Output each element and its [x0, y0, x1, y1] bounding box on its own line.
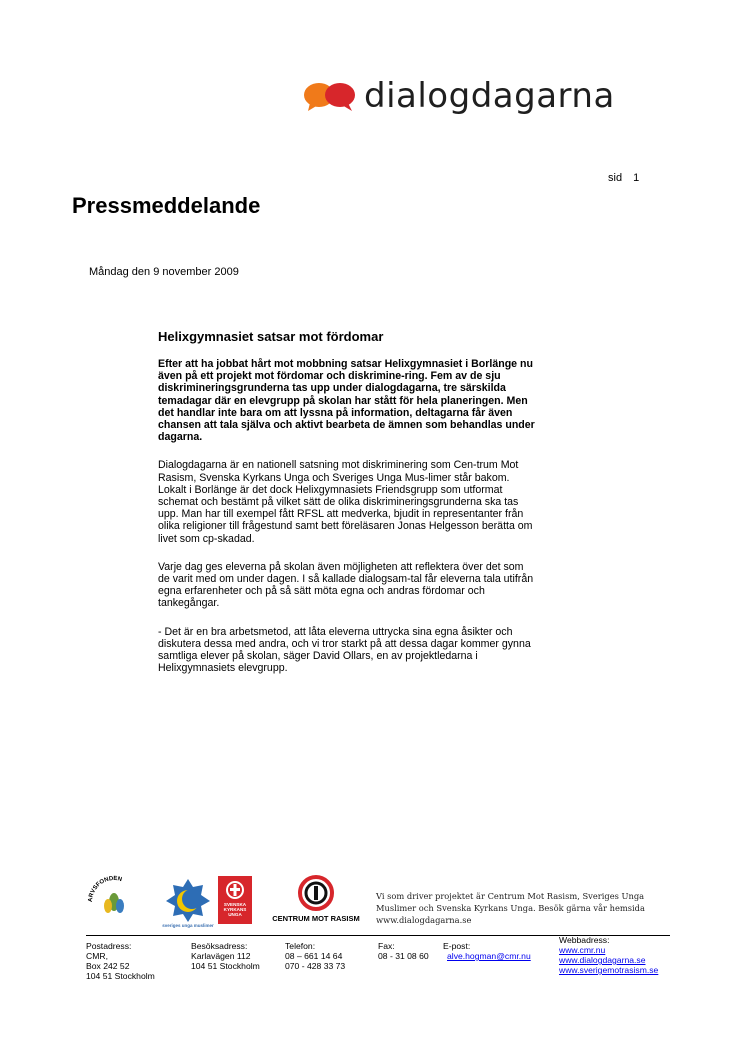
postal-label: Postadress:	[86, 941, 132, 951]
visiting-address	[191, 941, 260, 971]
phone-number: 070 - 428 33 73	[285, 961, 346, 971]
logo-wordmark: dialogdagarna	[364, 76, 615, 116]
fax-number: 08 - 31 08 60	[378, 951, 429, 961]
article-paragraph: Varje dag ges eleverna på skolan även möjligheten att reflektera över det som de varit med om under dagen. I så kallade dialogsam-tal får eleverna tala utifrån egna erfarenheter och på så sätt möta egna och andras fördomar och tankegångar.	[158, 560, 534, 610]
fax-label: Fax:	[378, 941, 395, 951]
article-lead: Efter att ha jobbat hårt mot mobbning satsar Helixgymnasiet i Borlänge nu även på ett projekt mot fördomar och diskrimine-ring. Fem av de sju diskrimineringsgrunderna tas upp under dialogdagarna, tre särskilda temadagar där en elevgrupp på skolan har stått för hela planeringen. Men det handlar inte bara om att lyssna på information, deltagarna får även chansen att tala själva och aktivt bearbeta de ämnen som behandlas under dagarna.	[158, 358, 535, 444]
arvsfonden-logo	[84, 872, 144, 930]
phone	[285, 941, 345, 971]
article-paragraph: Dialogdagarna är en nationell satsning mot diskriminering som Cen-trum Mot Rasism, Svenska Kyrkans Unga och Sveriges Unga Mus-limer står bakom. Lokalt i Borlänge är det dock Helixgymnasiets Friendsgrupp som utformat schemat och bestämt på vilket sätt de olika diskrimineringsgrunderna ska tas upp. Man har till exempel fått RFSL att medverka, bjudit in representanter från olika religioner till frågestund samt bett föreläsaren Jonas Helgesson berätta om livet som cp-skadad.	[158, 459, 533, 545]
visiting-label: Besöksadress:	[191, 941, 248, 951]
email	[443, 941, 531, 961]
visiting-line: 104 51 Stockholm	[191, 961, 260, 971]
visiting-line: Karlavägen 112	[191, 951, 251, 961]
phone-label: Telefon:	[285, 941, 316, 951]
email-link[interactable]: alve.hogman@cmr.nu	[447, 951, 531, 961]
svenska-kyrkans-unga-logo	[218, 876, 252, 924]
cmr-caption: CENTRUM MOT RASISM	[272, 914, 360, 923]
page-number-value: 1	[633, 172, 640, 184]
footer-note: Vi som driver projektet är Centrum Mot Rasism, Sveriges Unga Muslimer och Svenska Kyrkans Unga. Besök gärna vår hemsida www.dialogdagarna.se	[376, 891, 645, 925]
web-label: Webbadress:	[559, 935, 610, 945]
article-headline: Helixgymnasiet satsar mot fördomar	[158, 329, 384, 344]
web-addresses	[559, 935, 658, 975]
fax	[378, 941, 429, 961]
web-link-dialogdagarna[interactable]: www.dialogdagarna.se	[559, 955, 646, 965]
email-label: E-post:	[443, 941, 471, 951]
document-title: Pressmeddelande	[72, 193, 261, 218]
sum-caption: sveriges unga muslimer	[162, 923, 214, 928]
article-paragraph: - Det är en bra arbetsmetod, att låta eleverna uttrycka sina egna åsikter och diskutera dessa med andra, och vi tror starkt på att dessa dagar kommer gynna samtliga elever på skolan, säger David Ollars, en av projektledarna i Helixgymnasiets elevgrupp.	[158, 625, 531, 675]
dialogdagarna-logo	[302, 72, 662, 120]
postal-line: Box 242 52	[86, 961, 130, 971]
postal-line: 104 51 Stockholm	[86, 971, 155, 981]
centrum-mot-rasism-logo	[268, 874, 364, 930]
arvsfonden-text: ARVSFONDEN	[87, 875, 123, 903]
web-link-cmr[interactable]: www.cmr.nu	[559, 945, 606, 955]
phone-number: 08 – 661 14 64	[285, 951, 343, 961]
web-link-sverigemotrasism[interactable]: www.sverigemotrasism.se	[559, 965, 659, 975]
document-date: Måndag den 9 november 2009	[89, 266, 239, 278]
sveriges-unga-muslimer-logo	[162, 877, 214, 929]
page-number	[608, 172, 639, 184]
sponsor-logos	[84, 872, 364, 932]
skk-caption: SVENSKA KYRKANS UNGA	[223, 902, 247, 917]
speech-bubbles-icon	[302, 81, 358, 111]
postal-address	[86, 941, 155, 981]
page-label: sid	[608, 172, 623, 184]
postal-line: CMR,	[86, 951, 108, 961]
article	[158, 329, 536, 690]
